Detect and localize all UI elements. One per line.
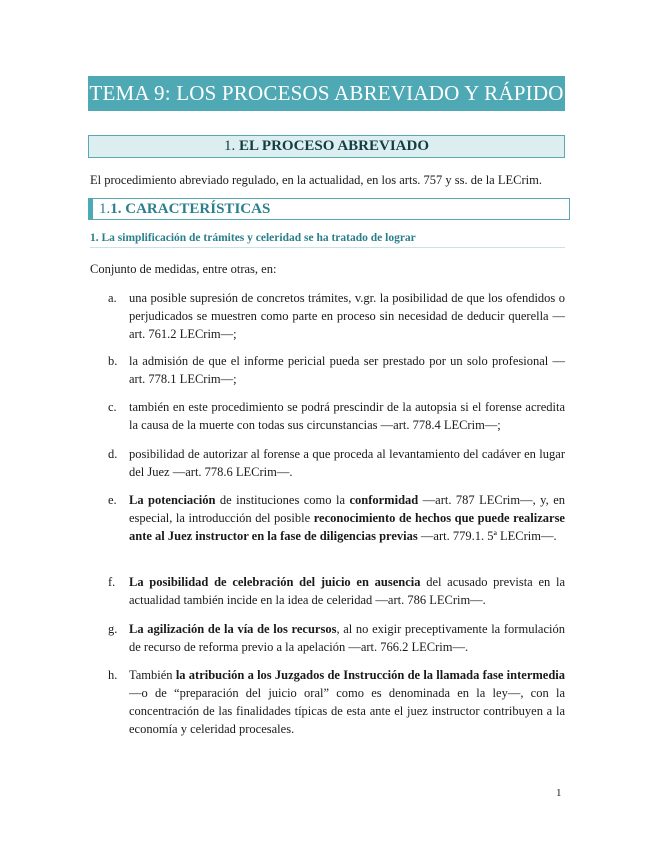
minor-heading: 1. La simplificación de trámites y celeridad se ha tratado de lograr xyxy=(90,231,565,248)
list-item-letter: e. xyxy=(108,493,117,507)
bold-phrase: La potenciación xyxy=(129,493,216,507)
section-heading-proceso-abreviado xyxy=(88,135,565,158)
bold-phrase: reconocimiento de hechos que puede realizarse ante al Juez instructor en la fase de diligencias previas xyxy=(129,511,565,543)
list-item xyxy=(108,352,565,388)
list-item xyxy=(108,398,565,434)
section-title: EL PROCESO ABREVIADO xyxy=(238,138,430,154)
list-item xyxy=(108,573,565,609)
list-item-text: La potenciación de instituciones como la conformidad —art. 787 LECrim—, y, en especial, la introducción del posible reconocimiento de hechos que puede realizarse ante al Juez instructor en la fase de diligencias previas —art. 779.1. 5ª LECrim—. xyxy=(129,493,566,543)
list-item-text: La posibilidad de celebración del juicio en ausencia del acusado prevista en la actualidad también incide en la idea de celeridad —art. 786 LECrim—. xyxy=(129,575,565,607)
bold-phrase: La posibilidad de celebración del juicio en ausencia xyxy=(129,575,421,589)
tema-title-banner: TEMA 9: LOS PROCESOS ABREVIADO Y RÁPIDO xyxy=(88,76,565,111)
subsection-heading-caracteristicas xyxy=(88,198,570,220)
list-item xyxy=(108,491,565,545)
bold-phrase: La agilización de la vía de los recursos xyxy=(129,622,337,636)
list-item-letter: h. xyxy=(108,668,118,682)
list-item-text: También la atribución a los Juzgados de Instrucción de la llamada fase intermedia —o de “preparación del juicio oral” como es denominada en la ley—, con la concentración de las finalidades típicas de esta ante el juez instructor contribuyen a la economía y celeridad procesales. xyxy=(129,668,565,736)
bold-phrase: la atribución a los Juzgados de Instrucción de la llamada fase intermedia xyxy=(175,668,565,682)
subsection-number: 1. xyxy=(99,201,111,217)
bold-phrase: conformidad xyxy=(349,493,419,507)
list-item-text: la admisión de que el informe pericial pueda ser prestado por un solo profesional —art. 778.1 LECrim—; xyxy=(129,354,565,386)
list-item-letter: b. xyxy=(108,354,118,368)
list-item xyxy=(108,289,565,343)
list-item xyxy=(108,445,565,481)
list-item-text: también en este procedimiento se podrá prescindir de la autopsia si el forense acredita la causa de la muerte con todas sus circunstancias —art. 778.4 LECrim—; xyxy=(129,400,565,432)
list-item-text: La agilización de la vía de los recursos, al no exigir preceptivamente la formulación de recurso de reforma previo a la apelación —art. 766.2 LECrim—. xyxy=(129,622,565,654)
list-item-letter: c. xyxy=(108,400,117,414)
list-item-text: una posible supresión de concretos trámites, v.gr. la posibilidad de que los ofendidos o perjudicados se muestren como parte en proceso sin necesidad de deducir querella —art. 761.2 LECrim—; xyxy=(129,291,565,341)
list-item-letter: f. xyxy=(108,575,116,589)
list-item xyxy=(108,666,565,738)
section-number: 1. xyxy=(223,138,239,154)
list-item-letter: d. xyxy=(108,447,118,461)
list-item-letter: g. xyxy=(108,622,118,636)
lead-paragraph: Conjunto de medidas, entre otras, en: xyxy=(90,262,277,276)
list-item xyxy=(108,620,565,656)
list-item-letter: a. xyxy=(108,291,117,305)
list-item-text: posibilidad de autorizar al forense a que proceda al levantamiento del cadáver en lugar del Juez —art. 778.6 LECrim—. xyxy=(129,447,565,479)
intro-paragraph: El procedimiento abreviado regulado, en la actualidad, en los arts. 757 y ss. de la LECrim. xyxy=(90,173,542,187)
page-number: 1 xyxy=(556,787,562,799)
subsection-title: 1. CARACTERÍSTICAS xyxy=(110,201,271,217)
